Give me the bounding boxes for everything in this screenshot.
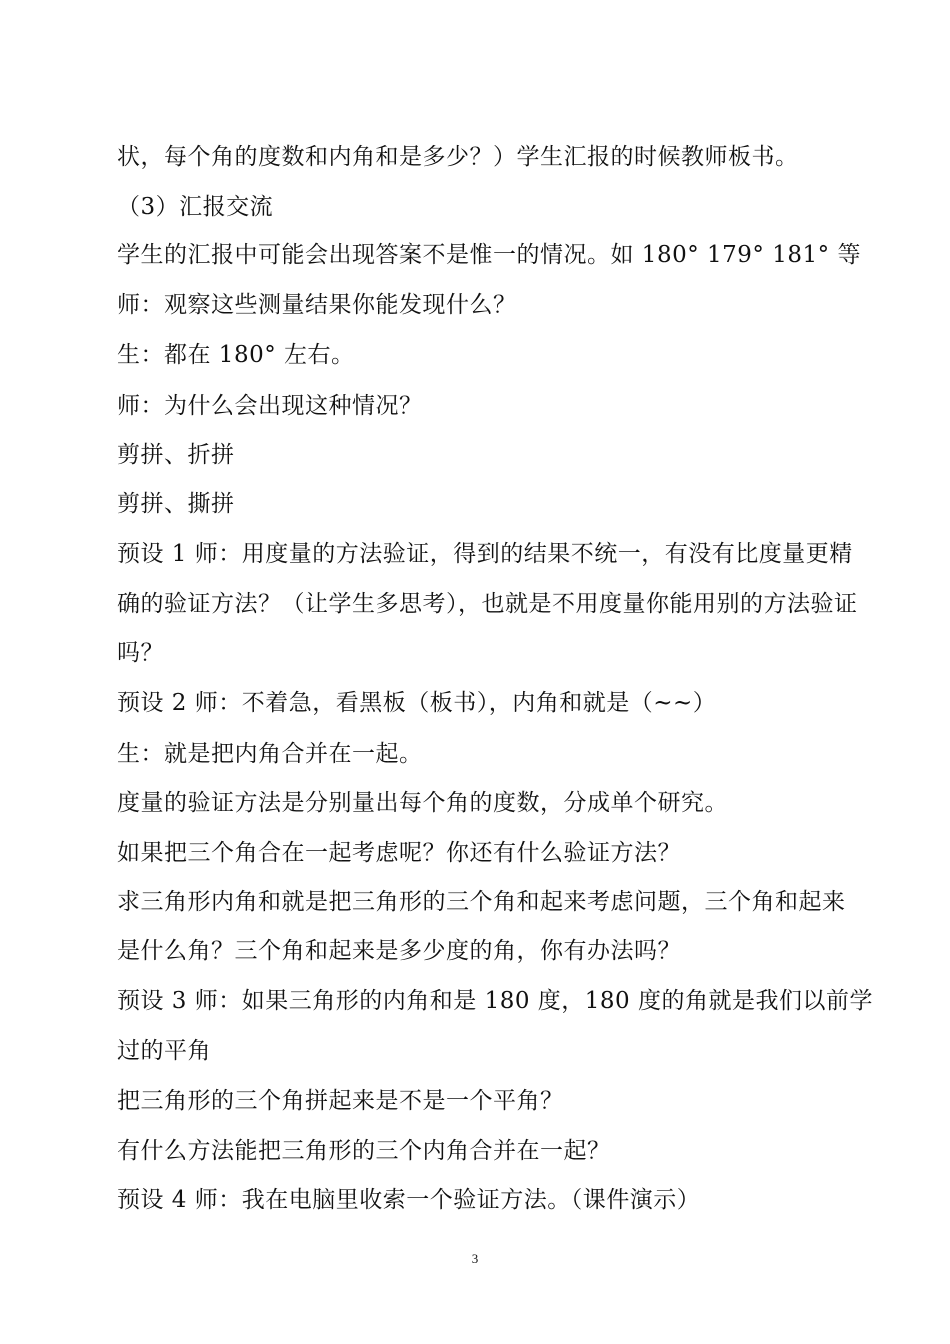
text-line: 预设 2 师：不着急，看黑板（板书），内角和就是（~~） — [117, 690, 717, 716]
text-line: 预设 1 师：用度量的方法验证，得到的结果不统一，有没有比度量更精 — [117, 541, 853, 567]
text-line: 剪拼、折拼 — [117, 442, 235, 468]
text-line: 预设 3 师：如果三角形的内角和是 180 度，180 度的角就是我们以前学 — [117, 988, 873, 1014]
text-line: 过的平角 — [117, 1038, 211, 1064]
text-line: 生：都在 180° 左右。 — [117, 342, 355, 368]
text-line: 生：就是把内角合并在一起。 — [117, 741, 423, 767]
section-heading: （3）汇报交流 — [117, 194, 274, 220]
text-line: 剪拼、撕拼 — [117, 491, 235, 517]
text-line: 是什么角？三个角和起来是多少度的角，你有办法吗？ — [117, 938, 681, 964]
text-line: 师：为什么会出现这种情况？ — [117, 393, 423, 419]
text-line: 度量的验证方法是分别量出每个角的度数，分成单个研究。 — [117, 790, 728, 816]
text-line: 有什么方法能把三角形的三个内角合并在一起？ — [117, 1138, 611, 1164]
text-line: 学生的汇报中可能会出现答案不是惟一的情况。如 180° 179° 181° 等 — [117, 242, 861, 268]
text-line: 确的验证方法？（让学生多思考），也就是不用度量你能用别的方法验证 — [117, 591, 858, 617]
page-number: 3 — [471, 1251, 479, 1266]
text-line: 状，每个角的度数和内角和是多少？）学生汇报的时候教师板书。 — [117, 144, 799, 170]
text-line: 吗？ — [117, 640, 164, 666]
text-line: 如果把三个角合在一起考虑呢？你还有什么验证方法？ — [117, 840, 681, 866]
text-line: 把三角形的三个角拼起来是不是一个平角？ — [117, 1088, 564, 1114]
text-line: 求三角形内角和就是把三角形的三个角和起来考虑问题，三个角和起来 — [117, 889, 846, 915]
text-line: 师：观察这些测量结果你能发现什么？ — [117, 292, 517, 318]
text-line: 预设 4 师：我在电脑里收索一个验证方法。（课件演示） — [117, 1187, 701, 1213]
